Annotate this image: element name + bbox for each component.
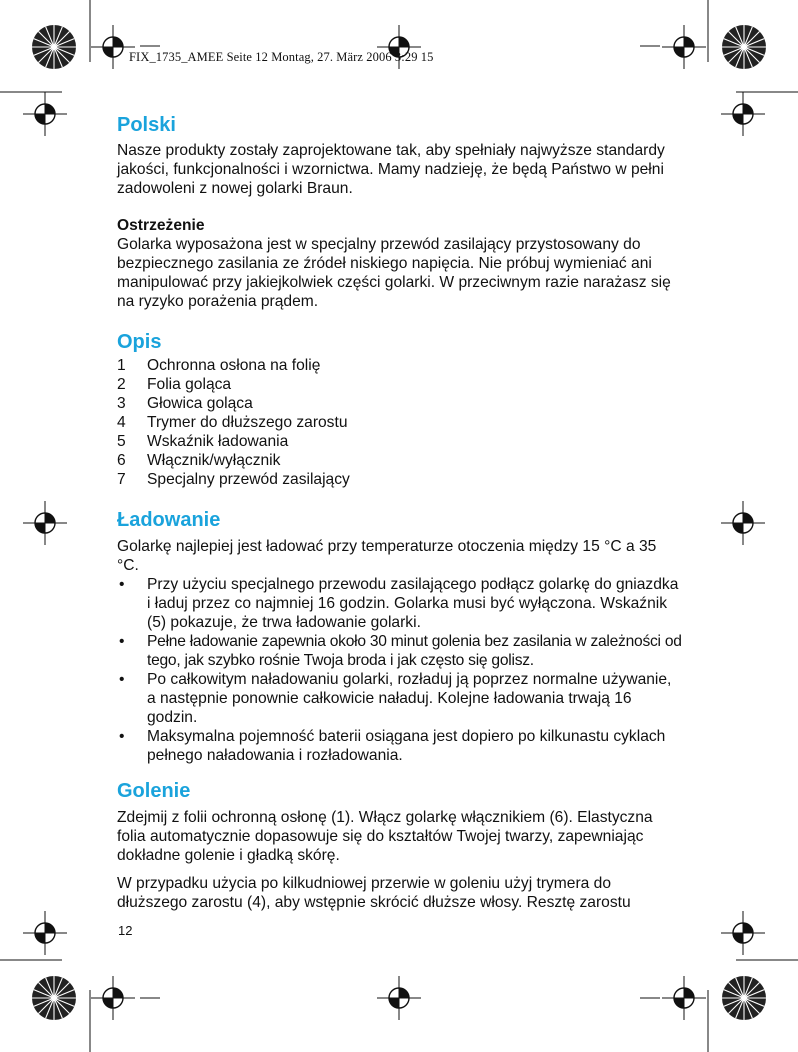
section-golenie <box>117 779 682 912</box>
section-ladowanie <box>117 508 682 765</box>
section-title-opis: Opis <box>117 331 162 353</box>
list-item: 4 Trymer do dłuższego zarostu <box>117 414 348 431</box>
section-polski <box>117 113 682 311</box>
list-item: • Maksymalna pojemność baterii osiągana jest dopiero po kilkunastu cyklach pełnego naładowania i rozładowania. <box>119 728 666 764</box>
parts-list <box>117 356 682 489</box>
warning-paragraph: Golarka wyposażona jest w specjalny przewód zasilający przystosowany do bezpiecznego zasilania ze źródeł niskiego napięcia. Nie próbuj wymieniać ani manipulować przy jakiejkolwiek części golarki. W przeciwnym razie narażasz się na ryzyko porażenia prądem. <box>117 236 671 310</box>
list-item: • Pełne ładowanie zapewnia około 30 minut golenia bez zasilania w zależności od tego, jak szybko rośnie Twoja broda i jak często się golisz. <box>119 633 682 669</box>
list-item: • Przy użyciu specjalnego przewodu zasilającego podłącz golarkę do gniazdka i ładuj przez co najmniej 16 godzin. Golarka musi być wyłączona. Wskaźnik (5) pokazuje, że trwa ładowanie golarki. <box>119 576 679 631</box>
list-item: 2 Folia goląca <box>117 376 232 393</box>
warning-title: Ostrzeżenie <box>117 217 205 234</box>
section-title-ladowanie: Ładowanie <box>117 509 221 531</box>
list-item: 5 Wskaźnik ładowania <box>117 433 289 450</box>
shaving-paragraph-1: Zdejmij z folii ochronną osłonę (1). Włącz golarkę włącznikiem (6). Elastyczna folia automatycznie dopasowuje się do kształtów Twojej twarzy, zapewniając dokładne golenie i gładką skórę. <box>117 809 653 864</box>
section-title-golenie: Golenie <box>117 780 191 802</box>
charging-intro: Golarkę najlepiej jest ładować przy temperaturze otoczenia między 15 °C a 35 °C. <box>117 538 657 574</box>
section-title-polski: Polski <box>117 114 176 136</box>
list-item: 1 Ochronna osłona na folię <box>117 357 321 374</box>
list-item: 3 Głowica goląca <box>117 395 253 412</box>
page-number: 12 <box>118 923 133 938</box>
section-opis <box>117 330 682 489</box>
shaving-paragraph-2: W przypadku użycia po kilkudniowej przerwie w goleniu użyj trymera do dłuższego zarostu (4), aby wstępnie skrócić dłuższe włosy. Resztę zarostu <box>117 875 631 911</box>
charging-bullets <box>117 575 682 765</box>
intro-paragraph: Nasze produkty zostały zaprojektowane tak, aby spełniały najwyższe standardy jakości, funkcjonalności i wzornictwa. Mamy nadzieję, że będą Państwo w pełni zadowoleni z nowej golarki Braun. <box>117 142 665 197</box>
print-header: FIX_1735_AMEE Seite 12 Montag, 27. März 2006 3:29 15 <box>129 50 434 64</box>
list-item: 6 Włącznik/wyłącznik <box>117 452 281 469</box>
list-item: 7 Specjalny przewód zasilający <box>117 471 350 488</box>
list-item: • Po całkowitym naładowaniu golarki, rozładuj ją poprzez normalne używanie, a następnie ponownie całkowicie naładuj. Kolejne ładowania trwają 16 godzin. <box>119 671 672 726</box>
